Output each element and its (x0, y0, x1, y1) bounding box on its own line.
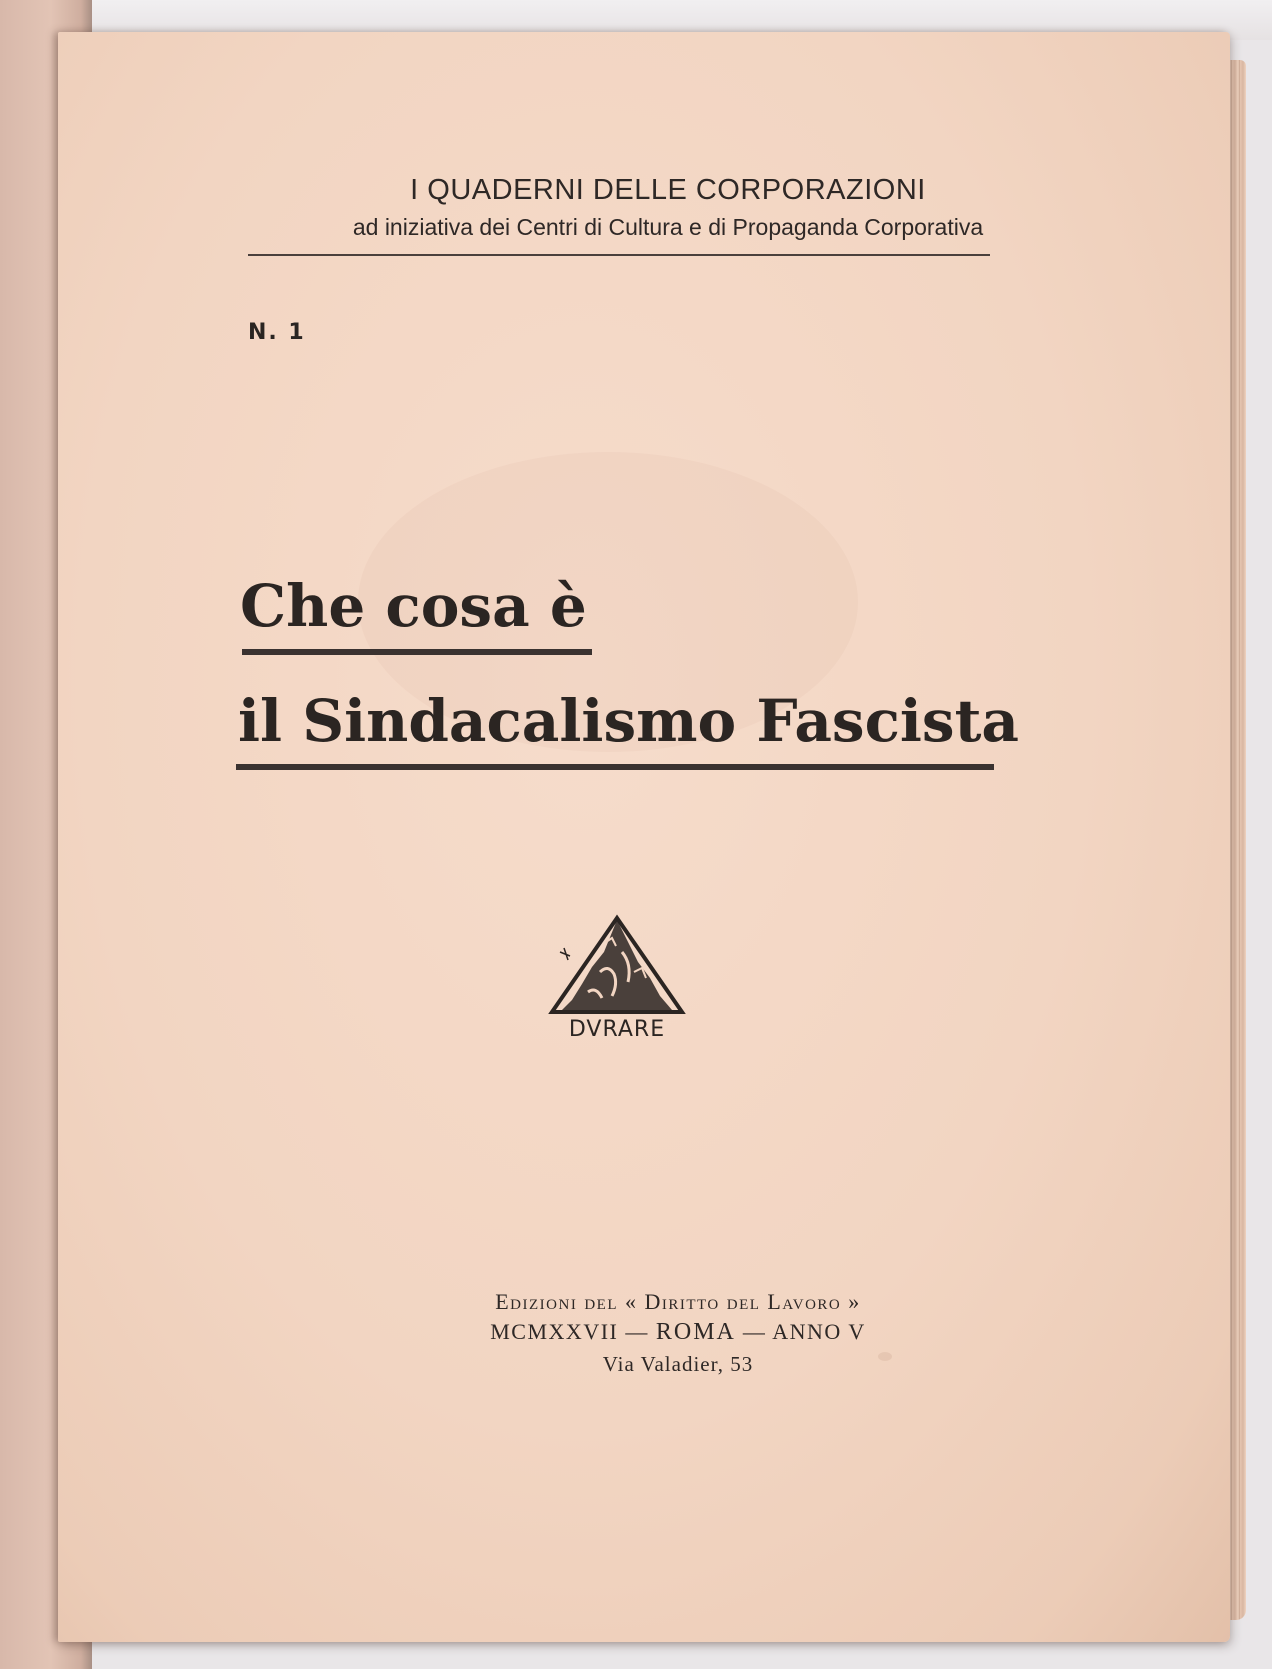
title-underline-2 (236, 764, 994, 770)
header-rule (248, 254, 990, 256)
title-underline-1 (242, 649, 592, 655)
title-line-2: il Sindacalismo Fascista (238, 687, 1019, 755)
issue-number: N. 1 (248, 320, 306, 345)
year: MCMXXVII (490, 1319, 619, 1344)
date-place-line (358, 1317, 998, 1347)
series-title: I QUADERNI DELLE CORPORAZIONI (410, 174, 926, 206)
publisher-line: Edizioni del « Diritto del Lavoro » (495, 1289, 861, 1314)
title-page (58, 32, 1230, 1642)
series-subtitle: ad iniziativa dei Centri di Cultura e di Propaganda Corporativa (352, 214, 984, 240)
title-line-1: Che cosa è (240, 572, 587, 640)
city: ROMA (655, 1319, 736, 1345)
mountain-triangle-icon (542, 912, 692, 1022)
address-line: Via Valadier, 53 (602, 1352, 754, 1376)
emblem-label: DVRARE (568, 1017, 666, 1042)
publisher-emblem (542, 912, 692, 1062)
dash: — (742, 1319, 773, 1344)
imprint (358, 1287, 998, 1381)
dash: — (625, 1319, 656, 1344)
anno: ANNO V (772, 1319, 866, 1344)
